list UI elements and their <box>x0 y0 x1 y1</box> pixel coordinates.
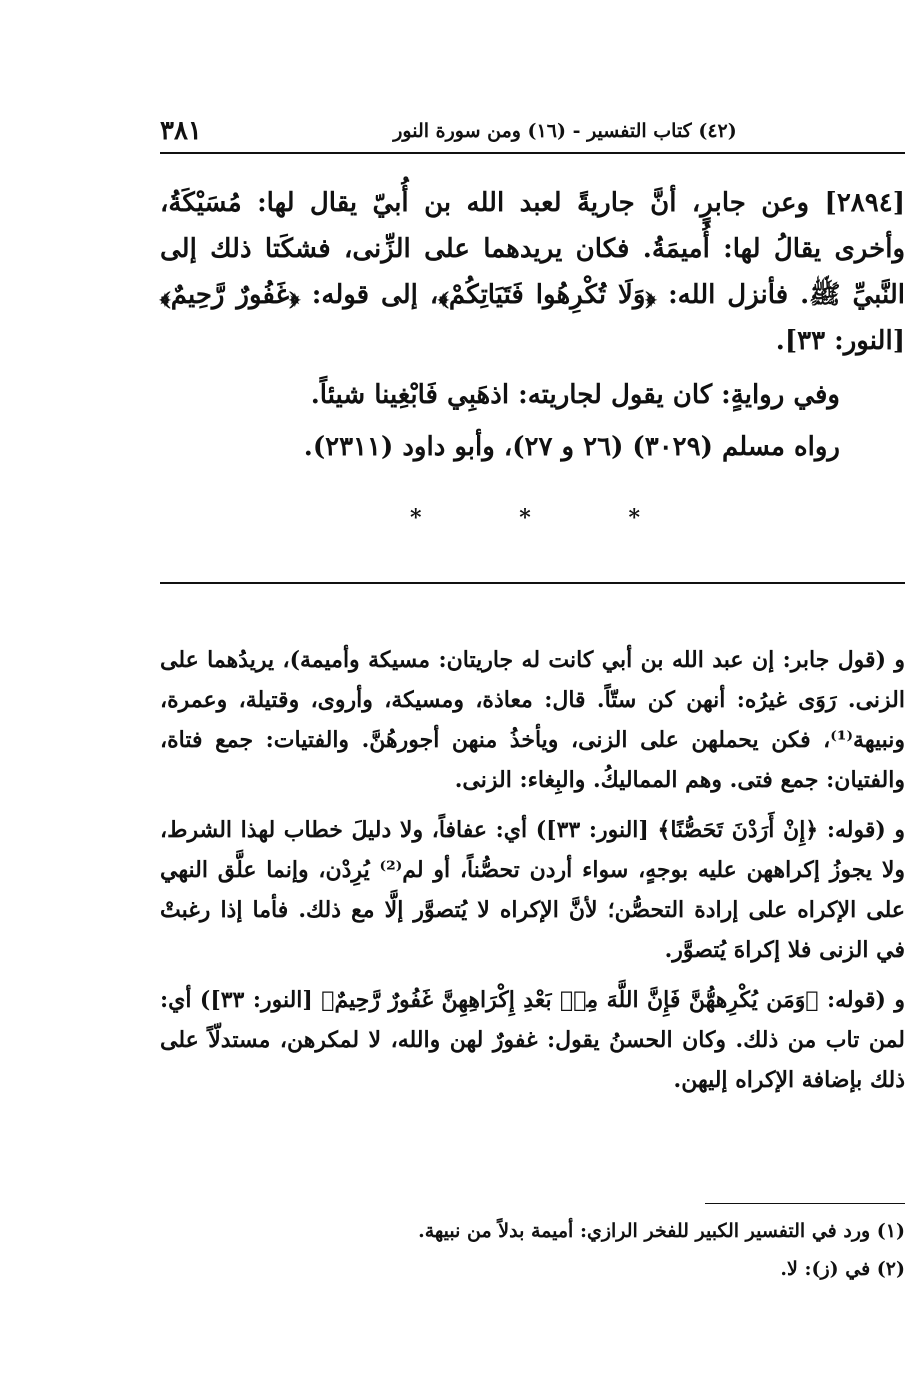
section-separator-stars <box>410 505 640 531</box>
commentary-paragraph: و (قوله: ﴿وَمَن يُكْرِههُّنَّ فَإِنَّ اللَّهَ مِنۢ بَعْدِ إِكْرَاهِهِنَّ غَفُورٌ رَّحِيمٌ﴾ [النور: ٣٣]) أي: لمن تاب من ذلك. وكان الحسنُ يقول: غفورٌ لهن والله، لا لمكرهن، مستدلّاً على ذلك بإضافة الإكراه إليهن. <box>160 987 905 1093</box>
separator-star: * <box>519 505 531 531</box>
commentary-paragraph: و (قول جابر: إن عبد الله بن أبي كانت له جاريتان: مسيكة وأميمة)، يريدُهما على الزنى. رَوَى غيرُه: أنهن كن ستّاً. قال: معاذة، ومسيكة، وأروى، وقتيلة، وعمرة، ونبيهة⁽¹⁾، فكن يحملهن على الزنى، ويأخذُ منهن أجورهُنَّ. والفتيات: جمع فتاة، والفتيان: جمع فتى. وهم المماليكُ. والبِغاء: الزنى. <box>160 647 905 793</box>
separator-star: * <box>410 505 422 531</box>
commentary-paragraph: و (قوله: ﴿إِنْ أَرَدْنَ تَحَصُّنًا﴾ [النور: ٣٣]) أي: عفافاً، ولا دليلَ خطاب لهذا الشرط، ولا يجوزُ إكراههن عليه بوجهٍ، سواء أردن تحصُّناً، أو لم⁽²⁾ يُرِدْن، وإنما علَّق النهي على الإكراه على إرادة التحصُّن؛ لأنَّ الإكراه لا يُتصوَّر إلَّا مع ذلك. فأما إذا رغبتْ في الزنى فلا إكراهَ يُتصوَّر. <box>160 817 905 963</box>
page-number: ٣٨١ <box>160 116 202 146</box>
page-header <box>160 112 905 154</box>
commentary-block <box>160 640 905 1110</box>
footnote: (١) ورد في التفسير الكبير للفخر الرازي: أميمة بدلاً من نبيهة. <box>418 1220 905 1242</box>
footnote: (٢) في (ز): لا. <box>780 1258 905 1280</box>
section-divider <box>160 582 905 584</box>
running-title: (٤٢) كتاب التفسير - (١٦) ومن سورة النور <box>393 120 737 142</box>
hadith-variant: وفي روايةٍ: كان يقول لجاريته: اذهَبِي فَابْغِينا شيئاً. <box>310 380 840 410</box>
footnote-rule <box>705 1203 905 1204</box>
footnotes <box>160 1212 905 1288</box>
hadith-block <box>160 180 905 470</box>
hadith-text: [٢٨٩٤] وعن جابرٍ، أنَّ جاريةً لعبد الله بن أُبيّ يقال لها: مُسَيْكَةُ، وأخرى يقالُ لها: أُميمَةُ. فكان يريدهما على الزِّنى، فشكَتا ذلك إلى النَّبيِّ ﷺ. فأنزل الله: ﴿وَلَا تُكْرِهُوا فَتَيَاتِكُمْ﴾، إلى قوله: ﴿غَفُورٌ رَّحِيمٌ﴾ [النور: ٣٣]. <box>160 188 905 356</box>
separator-star: * <box>628 505 640 531</box>
hadith-source: رواه مسلم (٣٠٢٩) (٢٦ و ٢٧)، وأبو داود (٢٣١١). <box>303 432 840 462</box>
